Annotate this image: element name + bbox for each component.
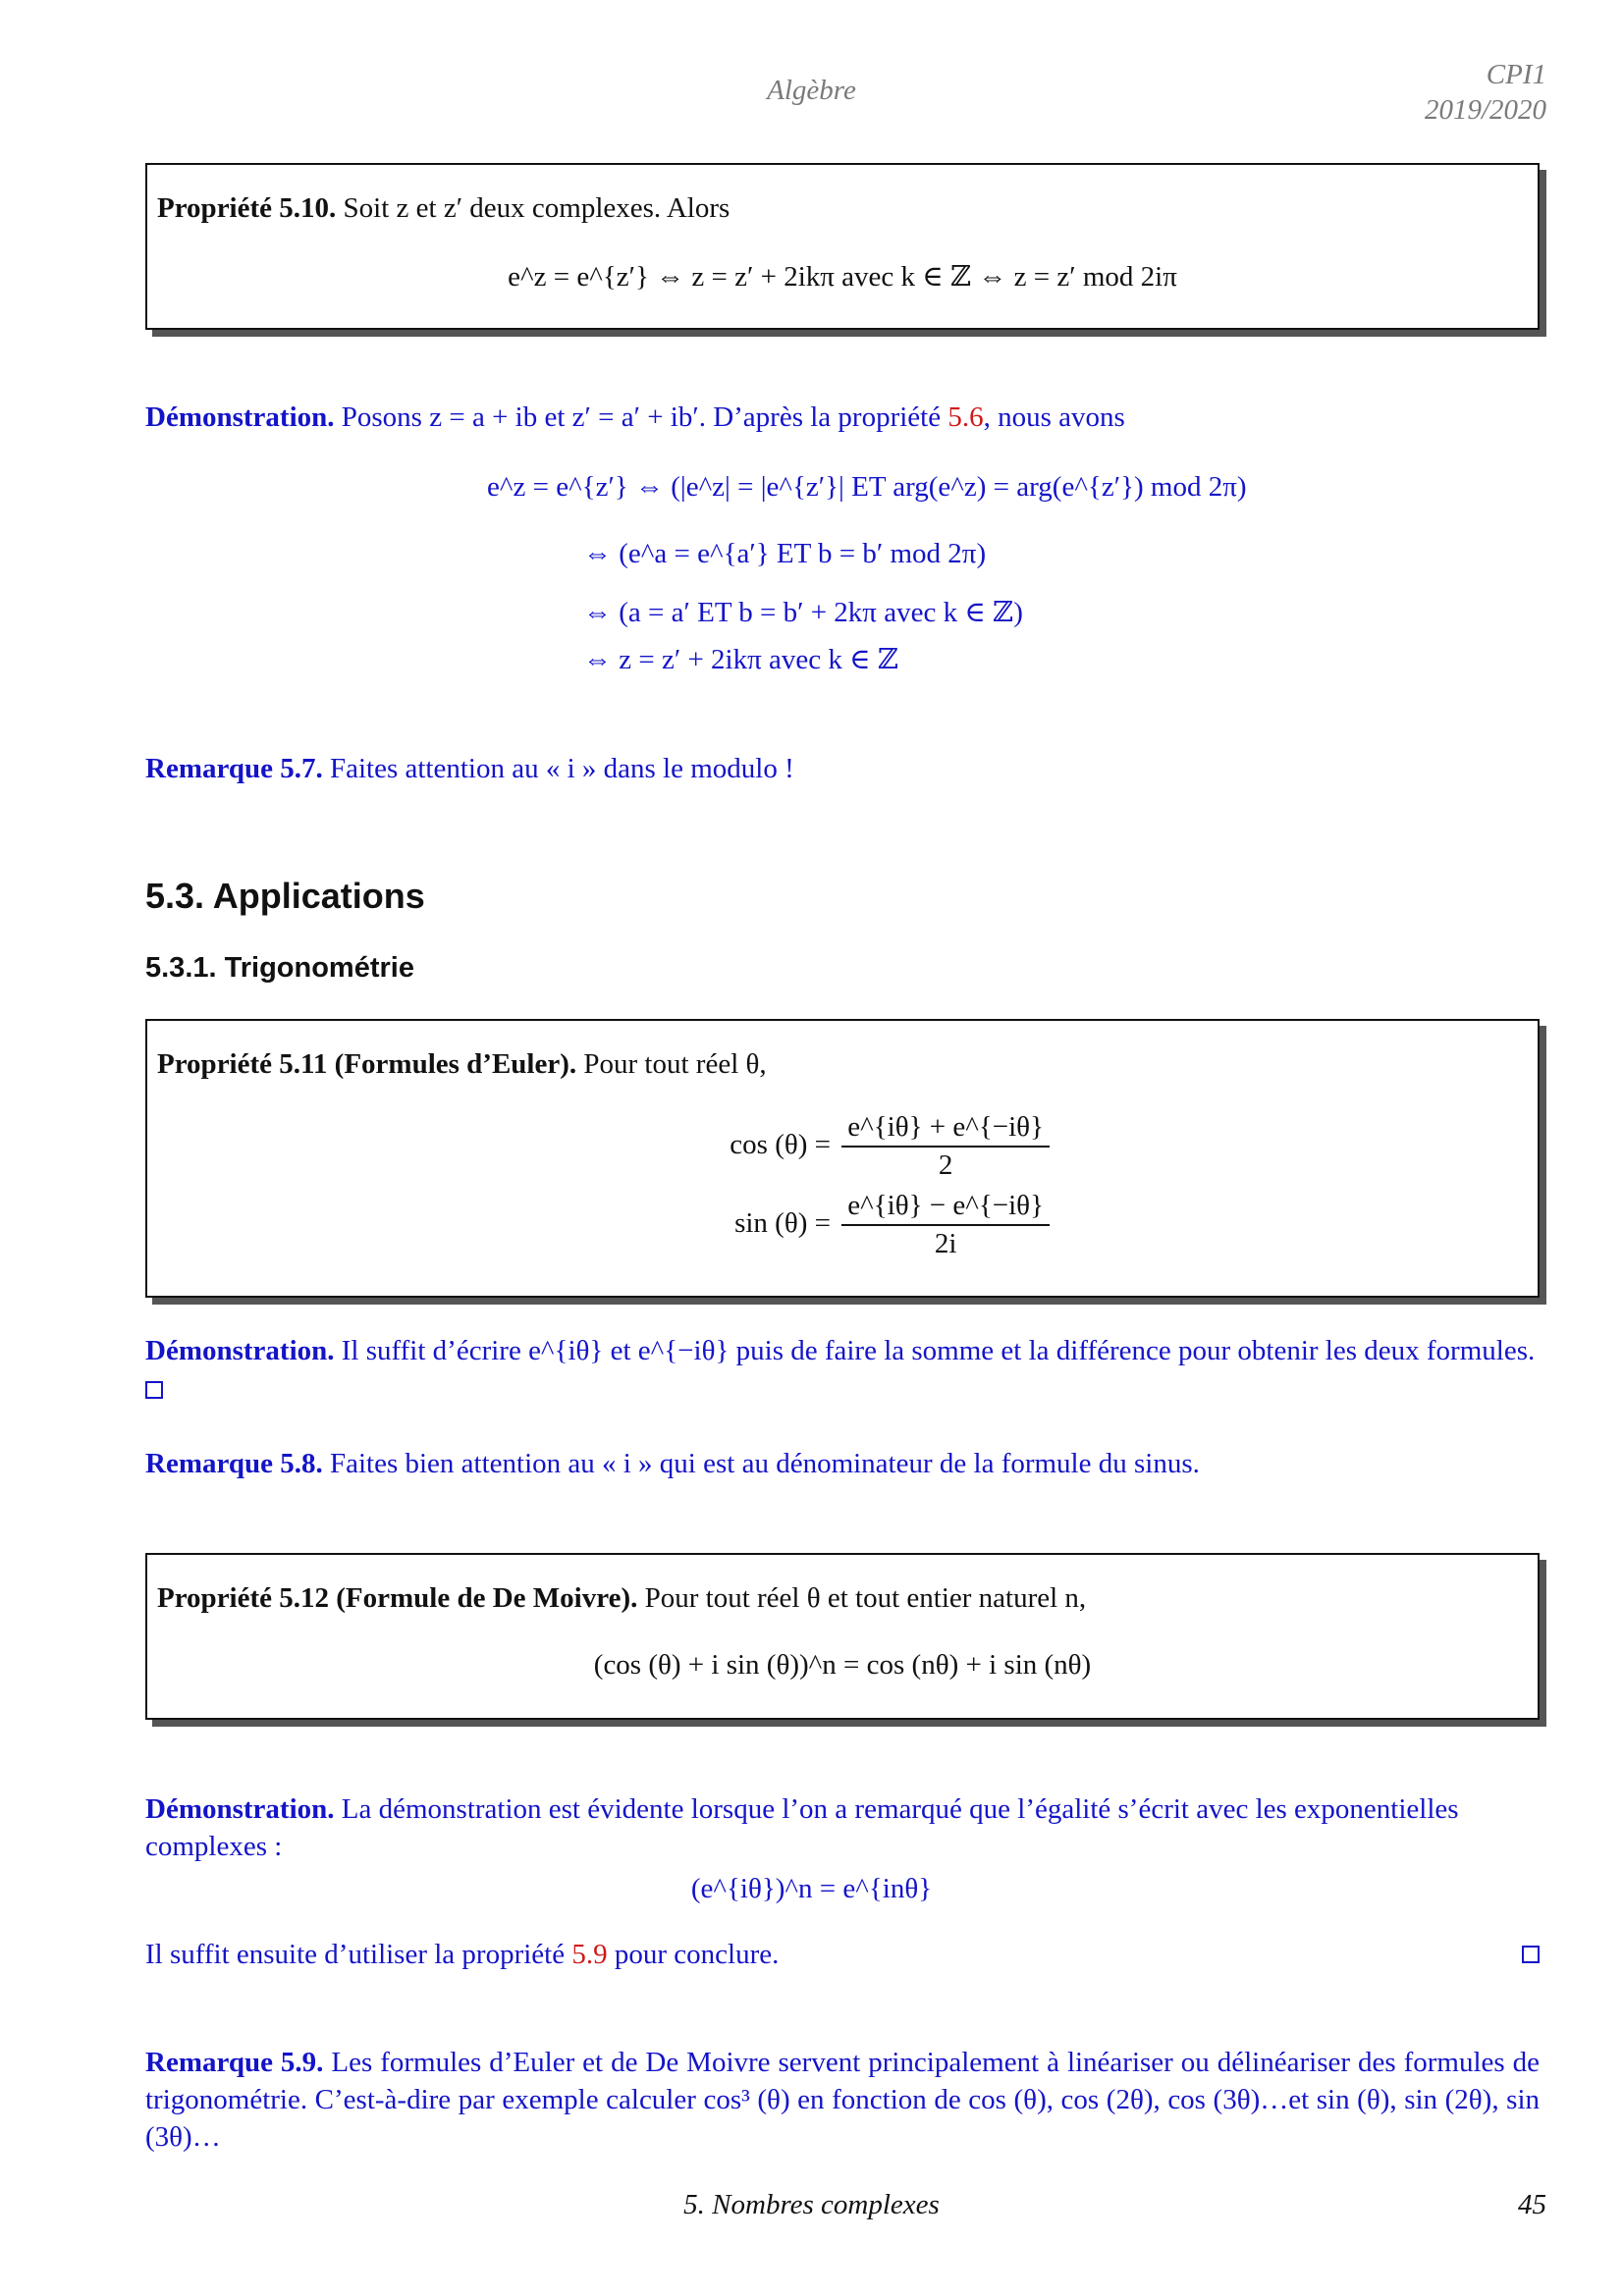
section-title: 5.3. Applications [145,876,425,916]
property-5-12-box [145,1553,1540,1720]
remark-text: Les formules d’Euler et de De Moivre servent principalement à linéariser ou délinéariser des formules de trigonométrie. C’est-à-dire par exemple calculer cos³ (θ) en fonction de cos (θ), cos (2θ), cos (3θ)…et sin (θ), sin (2θ), sin (3θ)… [145,2047,1541,2153]
demonstration-2 [145,1332,1540,1407]
demonstration-text: La démonstration est évidente lorsque l’on a remarqué que l’égalité s’écrit avec les exponentielles complexes : [145,1793,1459,1862]
demonstration-label: Démonstration. [145,1335,335,1366]
sin-numerator: e^{iθ} − e^{−iθ} [841,1190,1050,1226]
footer-page-number: 45 [1518,2189,1546,2220]
remark-label: Remarque 5.9. [145,2047,324,2078]
demonstration-1-line-2: ⇔ (e^a = e^{a′} ET b = b′ mod 2π) [583,538,987,569]
remark-text: Faites attention au « i » dans le modulo ! [329,753,794,784]
demonstration-label: Démonstration. [145,401,335,433]
euler-sin-formula [723,1190,1054,1260]
cos-numerator: e^{iθ} + e^{−iθ} [841,1111,1050,1148]
conclusion-text-b: pour conclure. [607,1939,780,1970]
remark-5-9 [145,2044,1540,2156]
demonstration-1-line-1: e^z = e^{z′} ⇔ (|e^z| = |e^{z′}| ET arg(e^z) = arg(e^{z′}) mod 2π) [487,471,1247,503]
property-label: Propriété 5.11 (Formules d’Euler). [157,1048,577,1080]
remark-label: Remarque 5.8. [145,1448,323,1479]
remark-text: Faites bien attention au « i » qui est au dénominateur de la formule du sinus. [329,1448,1200,1479]
demonstration-text-a: Posons z = a + ib et z′ = a′ + ib′. D’après la propriété [341,401,948,433]
cos-fraction [841,1111,1050,1182]
remark-label: Remarque 5.7. [145,753,323,784]
demonstration-label: Démonstration. [145,1793,335,1825]
demonstration-3 [145,1790,1540,1865]
property-text: Pour tout réel θ, [583,1048,767,1080]
property-text: Soit z et z′ deux complexes. Alors [343,192,730,224]
demonstration-3-equation: (e^{iθ})^n = e^{inθ} [690,1873,933,1904]
reference-link[interactable]: 5.9 [571,1939,608,1970]
footer-chapter: 5. Nombres complexes [683,2189,940,2220]
remark-5-8 [145,1445,1540,1482]
subsection-title: 5.3.1. Trigonométrie [145,952,414,984]
header-subject: Algèbre [767,75,856,106]
euler-cos-formula [723,1111,1054,1182]
property-label: Propriété 5.10. [157,192,337,224]
demonstration-text-b: , nous avons [983,401,1125,433]
demonstration-1-line-4: ⇔ z = z′ + 2ikπ avec k ∈ ℤ [583,644,898,675]
header-course-block [1425,57,1546,128]
conclusion-text-a: Il suffit ensuite d’utiliser la propriété [145,1939,572,1970]
qed-square-icon [1522,1946,1540,1963]
sin-lhs: sin (θ) = [734,1206,831,1239]
property-5-10-statement [157,192,730,225]
demonstration-text: Il suffit d’écrire e^{iθ} et e^{−iθ} puis de faire la somme et la différence pour obtenir les deux formules. [341,1335,1536,1366]
qed-square-icon [145,1381,163,1399]
property-label: Propriété 5.12 (Formule de De Moivre). [157,1582,638,1614]
property-5-12-statement [157,1582,1086,1615]
cos-lhs: cos (θ) = [730,1128,831,1160]
property-5-10-equation: e^z = e^{z′} ⇔ z = z′ + 2ikπ avec k ∈ ℤ ⇔ z = z′ mod 2iπ [508,261,1177,293]
sin-denominator: 2i [934,1228,957,1259]
demonstration-1-intro [145,399,1540,436]
property-5-10-box [145,163,1540,330]
header-year: 2019/2020 [1424,94,1546,126]
reference-link[interactable]: 5.6 [947,401,984,433]
property-text: Pour tout réel θ et tout entier naturel n, [644,1582,1087,1614]
demonstration-3-conclusion [145,1936,1540,1973]
demonstration-1-line-3: ⇔ (a = a′ ET b = b′ + 2kπ avec k ∈ ℤ) [583,597,1023,628]
cos-denominator: 2 [938,1149,953,1181]
de-moivre-equation: (cos (θ) + i sin (θ))^n = cos (nθ) + i sin (nθ) [593,1649,1092,1681]
header-course: CPI1 [1486,59,1546,90]
remark-5-7 [145,750,1540,787]
sin-fraction [841,1190,1050,1260]
property-5-11-statement [157,1048,767,1081]
property-5-11-box [145,1019,1540,1298]
